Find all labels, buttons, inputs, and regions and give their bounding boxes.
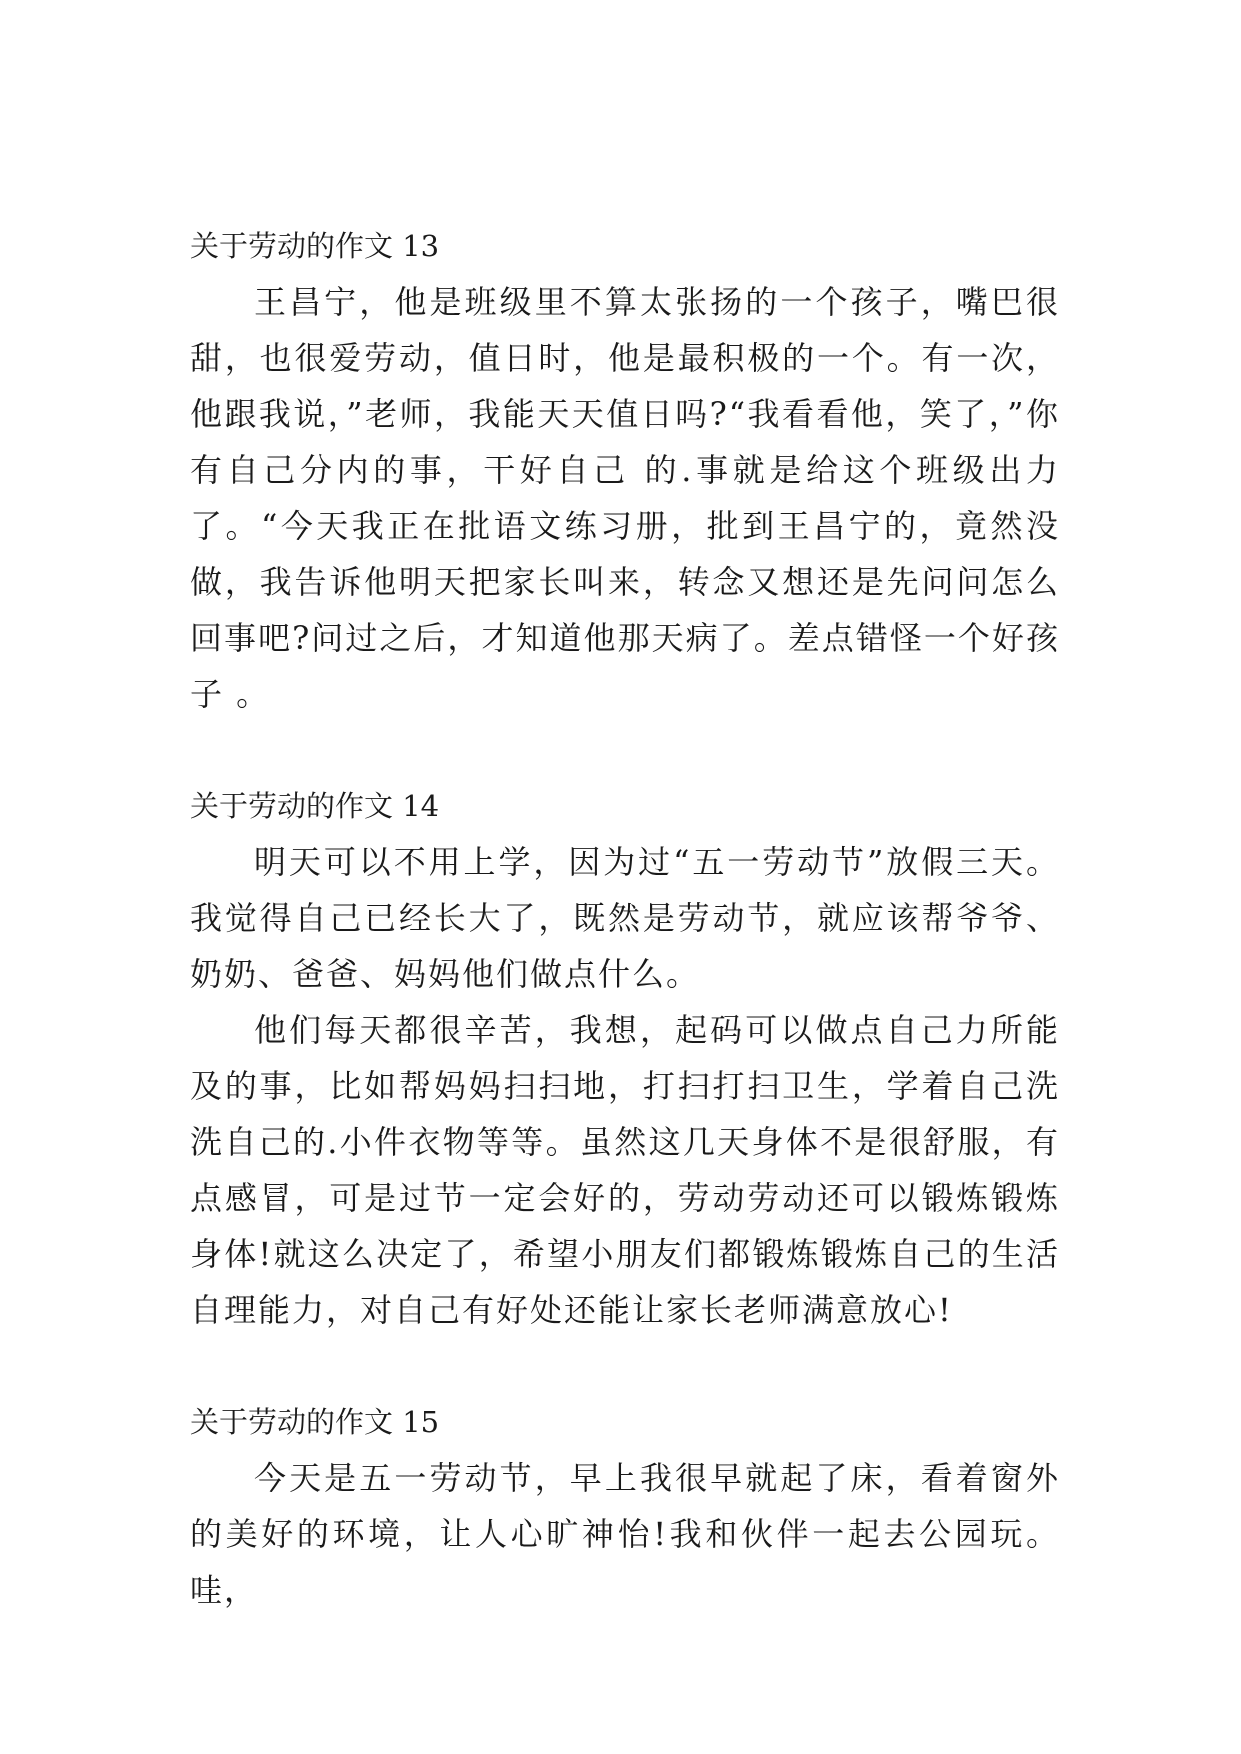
document-page: [190, 218, 1060, 1618]
paragraph: 今天是五一劳动节，早上我很早就起了床，看着窗外的美好的环境，让人心旷神怡!我和伙伴一起去公园玩。哇，: [190, 1459, 1060, 1609]
section-title: 关于劳动的作文 15: [190, 1405, 440, 1439]
paragraph: 明天可以不用上学，因为过“五一劳动节”放假三天。我觉得自己已经长大了，既然是劳动节，就应该帮爷爷、奶奶、爸爸、妈妈他们做点什么。: [190, 843, 1060, 993]
essay-section-13: [190, 218, 1060, 722]
essay-section-15: [190, 1394, 1060, 1618]
section-title: 关于劳动的作文 14: [190, 789, 440, 823]
essay-section-14: [190, 778, 1060, 1338]
paragraph: 王昌宁，他是班级里不算太张扬的一个孩子，嘴巴很甜，也很爱劳动，值日时，他是最积极的一个。有一次，他跟我说，”老师，我能天天值日吗?“我看看他，笑了，”你有自己分内的事，干好自己 的.事就是给这个班级出力了。“今天我正在批语文练习册，批到王昌宁的，竟然没做，我告诉他明天把家长叫来，转念又想还是先问问怎么回事吧?问过之后，才知道他那天病了。差点错怪一个好孩子 。: [190, 283, 1060, 713]
paragraph: 他们每天都很辛苦，我想，起码可以做点自己力所能及的事，比如帮妈妈扫扫地，打扫打扫卫生，学着自己洗洗自己的.小件衣物等等。虽然这几天身体不是很舒服，有点感冒，可是过节一定会好的，劳动劳动还可以锻炼锻炼身体!就这么决定了，希望小朋友们都锻炼锻炼自己的生活自理能力，对自己有好处还能让家长老师满意放心!: [190, 1011, 1060, 1329]
section-title: 关于劳动的作文 13: [190, 229, 440, 263]
